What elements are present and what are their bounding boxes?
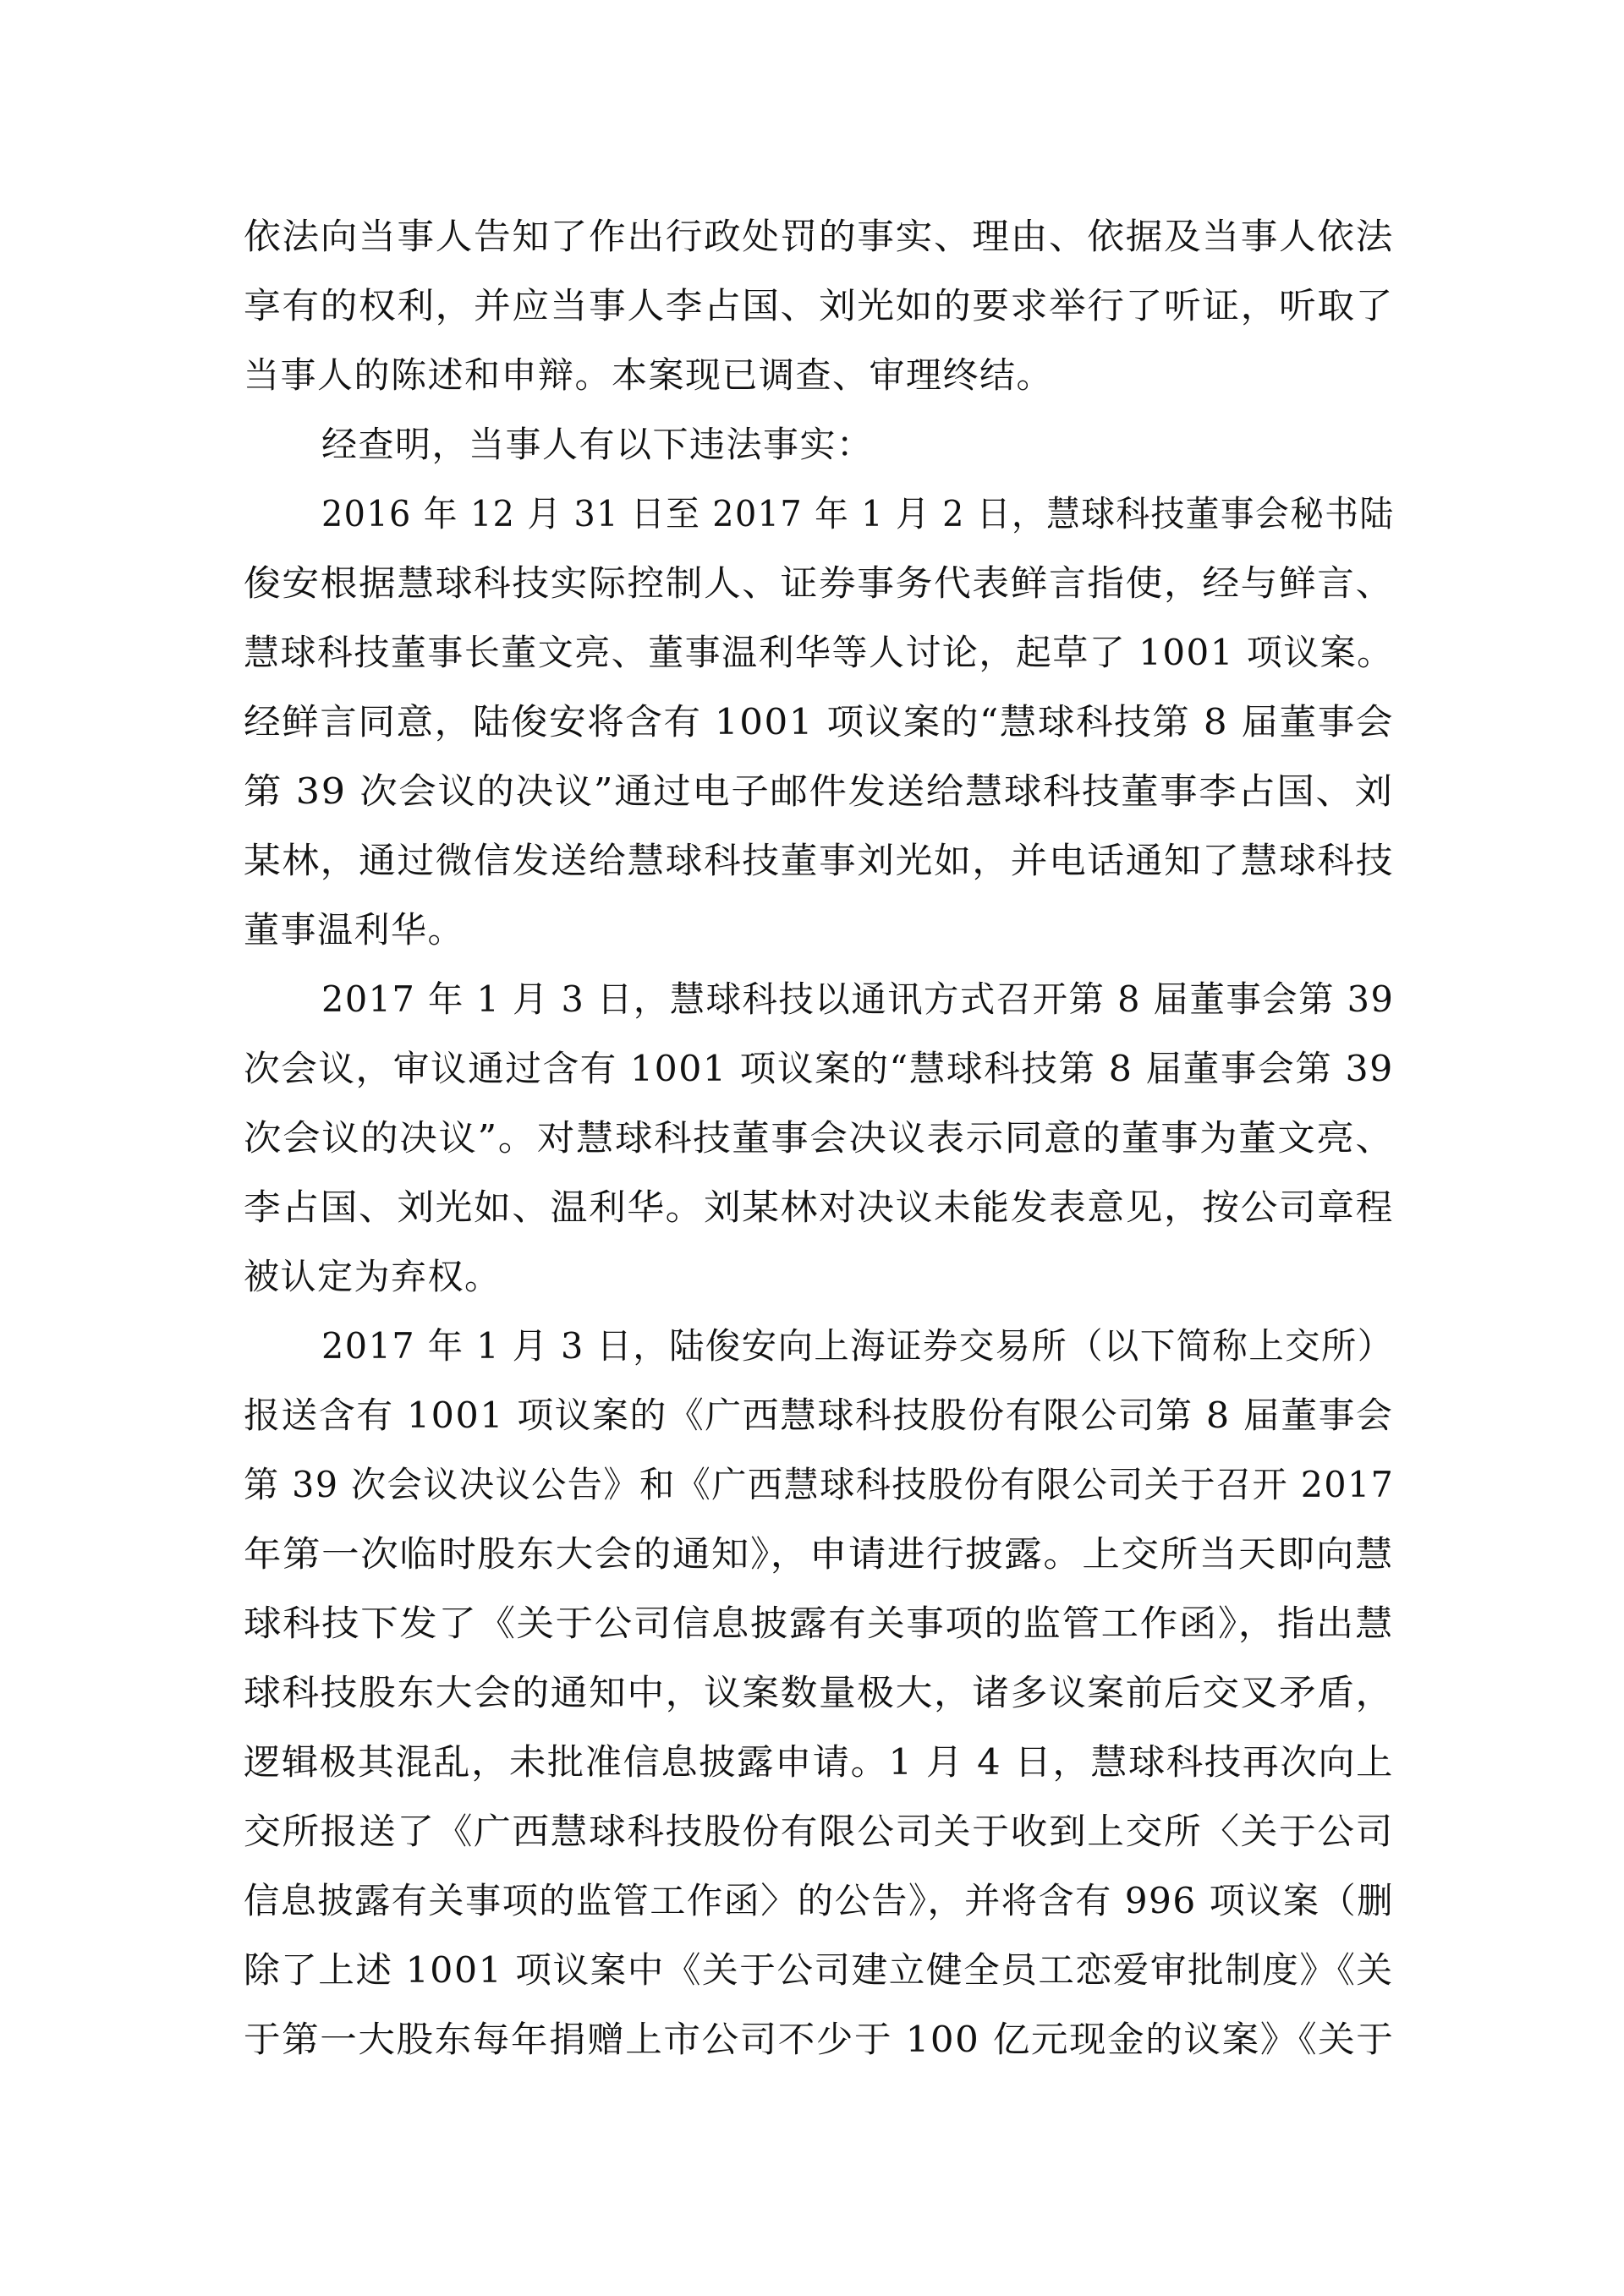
paragraph-3-line-1: 2016 年 12 月 31 日至 2017 年 1 月 2 日，慧球科技董事会秘书陆	[321, 493, 1395, 534]
paragraph-5-line-2: 报送含有 1001 项议案的《广西慧球科技股份有限公司第 8 届董事会	[244, 1395, 1394, 1436]
paragraph-4-line-4: 李占国、刘光如、温利华。刘某林对决议未能发表意见，按公司章程	[244, 1186, 1394, 1228]
paragraph-4-line-3: 次会议的决议”。对慧球科技董事会决议表示同意的董事为董文亮、	[244, 1117, 1395, 1159]
paragraph-5-line-4: 年第一次临时股东大会的通知》，申请进行披露。上交所当天即向慧	[244, 1533, 1395, 1575]
paragraph-3-line-2: 俊安根据慧球科技实际控制人、证券事务代表鲜言指使，经与鲜言、	[244, 562, 1394, 604]
paragraph-3-line-7: 董事温利华。	[244, 909, 465, 951]
paragraph-4-line-5: 被认定为弃权。	[244, 1256, 502, 1297]
paragraph-3-line-3: 慧球科技董事长董文亮、董事温利华等人讨论，起草了 1001 项议案。	[244, 632, 1394, 673]
paragraph-1-line-2: 享有的权利，并应当事人李占国、刘光如的要求举行了听证，听取了	[244, 285, 1394, 326]
paragraph-5-line-1: 2017 年 1 月 3 日，陆俊安向上海证券交易所（以下简称上交所）	[321, 1325, 1394, 1367]
paragraph-3-line-6: 某林，通过微信发送给慧球科技董事刘光如，并电话通知了慧球科技	[244, 840, 1394, 881]
paragraph-1-line-1: 依法向当事人告知了作出行政处罚的事实、理由、依据及当事人依法	[244, 216, 1394, 257]
paragraph-3-line-4: 经鲜言同意，陆俊安将含有 1001 项议案的“慧球科技第 8 届董事会	[244, 701, 1395, 743]
paragraph-5-line-11: 于第一大股东每年捐赠上市公司不少于 100 亿元现金的议案》《关于	[244, 2019, 1395, 2060]
paragraph-1-line-3: 当事人的陈述和申辩。本案现已调查、审理终结。	[244, 354, 1054, 396]
paragraph-4-line-1: 2017 年 1 月 3 日，慧球科技以通讯方式召开第 8 届董事会第 39	[321, 978, 1395, 1020]
paragraph-5-line-3: 第 39 次会议决议公告》和《广西慧球科技股份有限公司关于召开 2017	[244, 1464, 1395, 1505]
findings-intro: 经查明，当事人有以下违法事实：	[321, 424, 874, 465]
paragraph-4-line-2: 次会议，审议通过含有 1001 项议案的“慧球科技第 8 届董事会第 39	[244, 1048, 1394, 1089]
paragraph-5-line-9: 信息披露有关事项的监管工作函〉的公告》，并将含有 996 项议案（删	[244, 1880, 1394, 1921]
paragraph-5-line-8: 交所报送了《广西慧球科技股份有限公司关于收到上交所〈关于公司	[244, 1811, 1394, 1852]
paragraph-5-line-10: 除了上述 1001 项议案中《关于公司建立健全员工恋爱审批制度》《关	[244, 1949, 1394, 1991]
paragraph-5-line-7: 逻辑极其混乱，未批准信息披露申请。1 月 4 日，慧球科技再次向上	[244, 1741, 1395, 1783]
paragraph-5-line-5: 球科技下发了《关于公司信息披露有关事项的监管工作函》，指出慧	[244, 1603, 1395, 1644]
paragraph-5-line-6: 球科技股东大会的通知中，议案数量极大，诸多议案前后交叉矛盾，	[244, 1672, 1394, 1713]
paragraph-3-line-5: 第 39 次会议的决议”通过电子邮件发送给慧球科技董事李占国、刘	[244, 770, 1394, 812]
